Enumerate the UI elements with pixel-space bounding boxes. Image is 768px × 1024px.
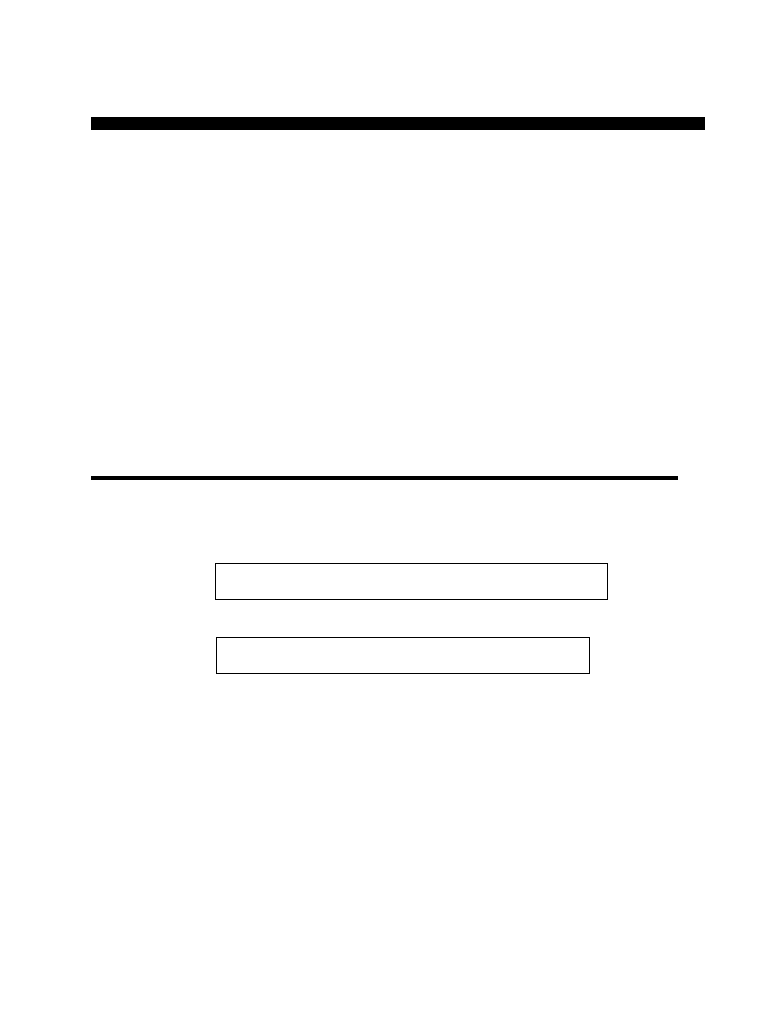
table-cell-left xyxy=(92,479,170,480)
so-formula-box xyxy=(215,563,608,600)
inversion-table xyxy=(91,117,705,130)
table-cell-right xyxy=(384,129,704,130)
such-formula-box xyxy=(216,637,590,674)
table-row xyxy=(92,129,705,130)
table-cell-left xyxy=(92,129,385,130)
table-cell-right xyxy=(169,479,677,480)
table-row xyxy=(92,479,678,480)
similarity-table xyxy=(91,476,678,480)
